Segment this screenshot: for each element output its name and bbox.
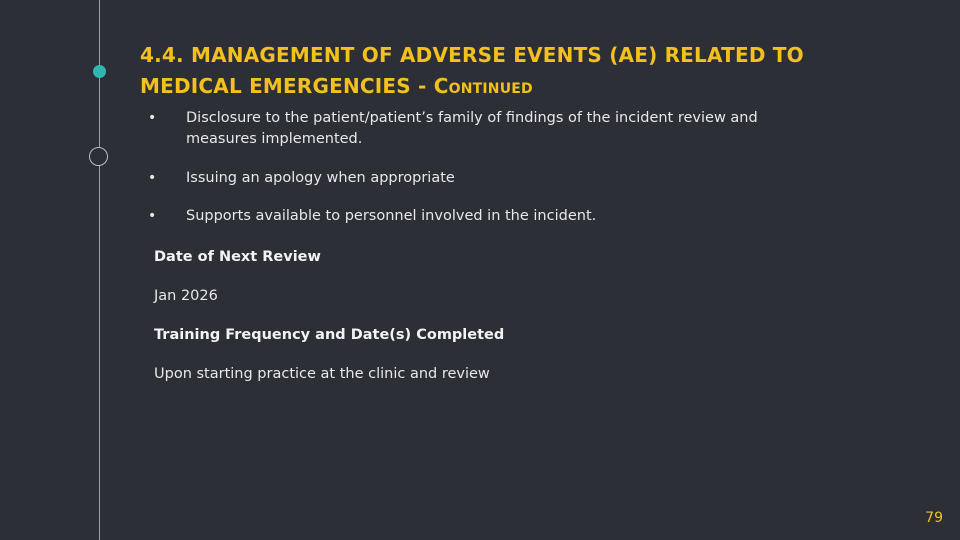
next-review-label: Date of Next Review [154, 249, 321, 265]
bullet-text: Issuing an apology when appropriate [186, 170, 455, 186]
training-value: Upon starting practice at the clinic and review [154, 366, 490, 382]
next-review-value: Jan 2026 [154, 288, 218, 304]
bullet-item [146, 108, 806, 150]
training-label: Training Frequency and Date(s) Completed [154, 327, 505, 343]
slide-title [140, 40, 840, 102]
bullet-item [146, 168, 806, 189]
bullet-text: Disclosure to the patient/patient’s family of findings of the incident review and measures implemented. [186, 110, 758, 147]
bullet-dot-icon: • [148, 208, 157, 224]
timeline-dot-filled [93, 65, 106, 78]
bullet-item [146, 206, 806, 227]
timeline-dot-ring [89, 147, 108, 166]
timeline-line [99, 0, 100, 540]
bullet-text: Supports available to personnel involved in the incident. [186, 208, 597, 224]
slide-title-main: 4.4. MANAGEMENT OF ADVERSE EVENTS (AE) RELATED TO MEDICAL EMERGENCIES - [140, 43, 804, 98]
bullet-dot-icon: • [148, 170, 157, 186]
bullet-dot-icon: • [148, 110, 157, 126]
slide-title-continued: Continued [433, 74, 533, 98]
bullet-list [146, 108, 806, 245]
page-number: 79 [925, 510, 943, 526]
